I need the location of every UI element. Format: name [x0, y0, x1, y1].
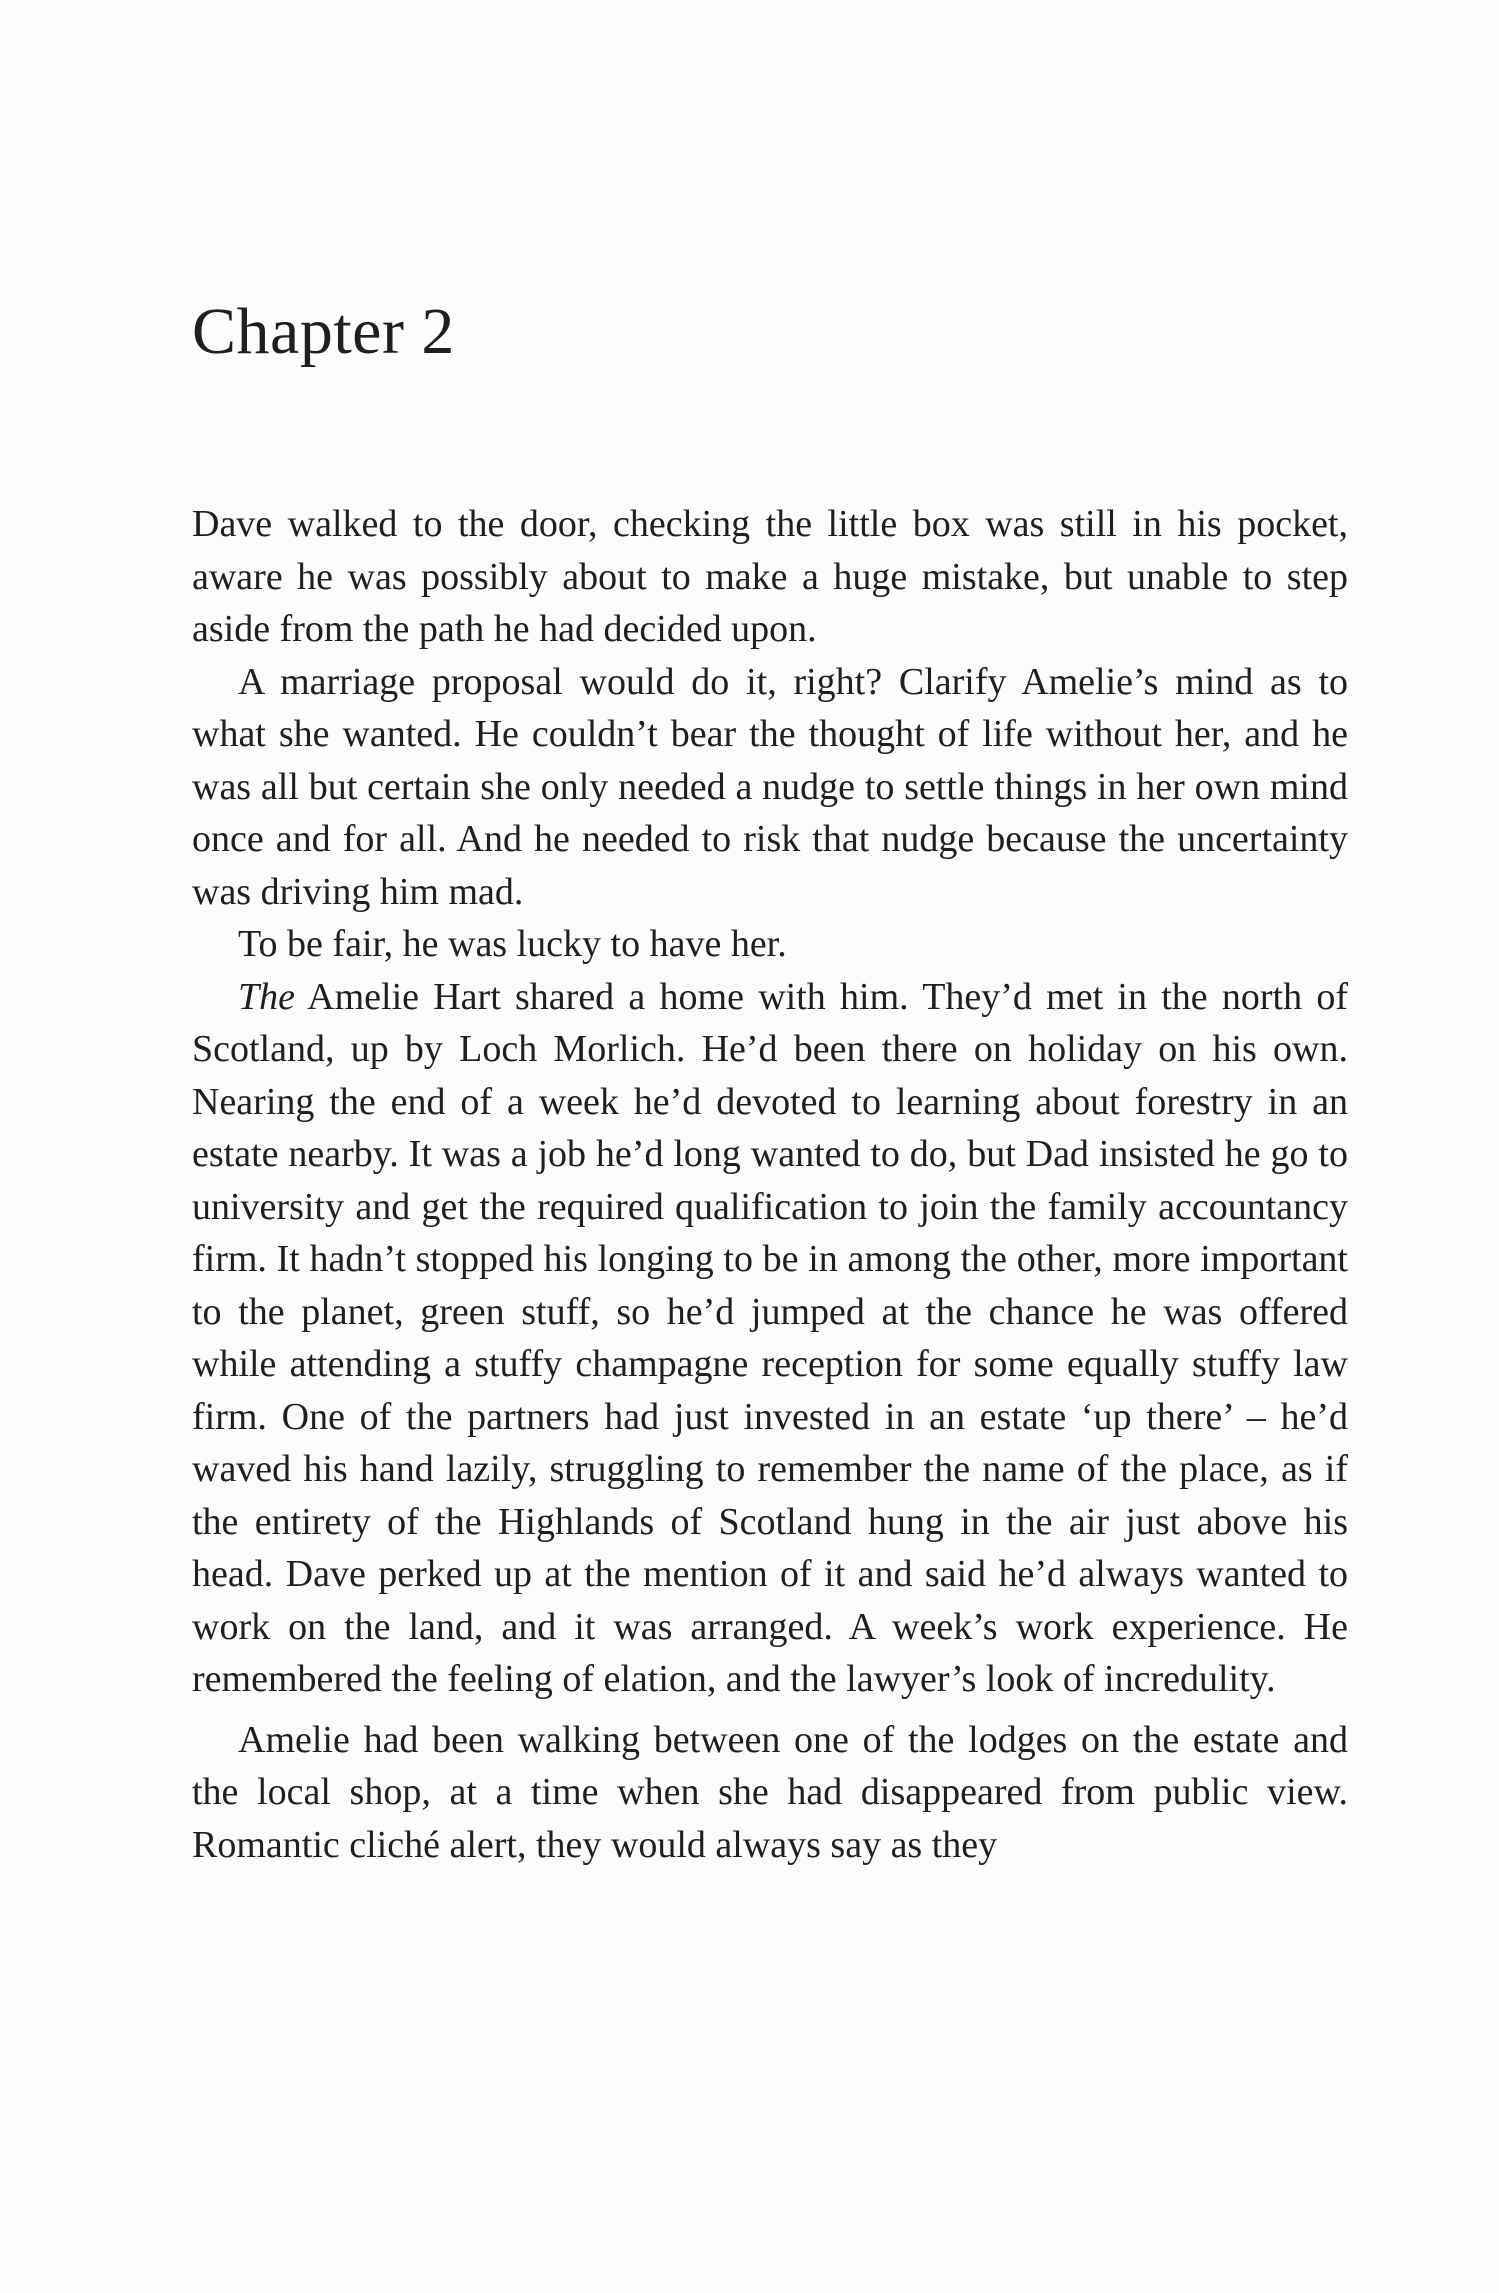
chapter-body	[192, 498, 1348, 1871]
paragraph-4-text: Amelie Hart shared a home with him. They’d met in the north of Scotland, up by Loch Morlich. He’d been there on holiday on his own. Nearing the end of a week he’d devoted to learning about forestry in an estate nearby. It was a job he’d long wanted to do, but Dad insisted he go to university and get the required qualification to join the family accountancy firm. It hadn’t stopped his longing to be in among the other, more important to the planet, green stuff, so he’d jumped at the chance he was offered while attending a stuffy champagne reception for some equally stuffy law firm. One of the partners had just invested in an estate ‘up there’ – he’d waved his hand lazily, struggling to remember the name of the place, as if the entirety of the Highlands of Scotland hung in the air just above his head. Dave perked up at the mention of it and said he’d always wanted to work on the land, and it was arranged. A week’s work experience. He remembered the feeling of elation, and the lawyer’s look of incredulity.	[192, 975, 1348, 1700]
paragraph-2: A marriage proposal would do it, right? Clarify Amelie’s mind as to what she wanted. He couldn’t bear the thought of life without her, and he was all but certain she only needed a nudge to settle things in her own mind once and for all. And he needed to risk that nudge because the uncertainty was driving him mad.	[192, 660, 1348, 913]
paragraph-1: Dave walked to the door, checking the little box was still in his pocket, aware he was possibly about to make a huge mistake, but unable to step aside from the path he had decided upon.	[192, 503, 1348, 650]
chapter-title: Chapter 2	[192, 295, 455, 368]
paragraph-4	[192, 971, 1348, 1706]
paragraph-3: To be fair, he was lucky to have her.	[238, 923, 787, 965]
paragraph-5: Amelie had been walking between one of the lodges on the estate and the local shop, at a time when she had disappeared from public view. Romantic cliché alert, they would always say as they	[192, 1718, 1348, 1866]
paragraph-4-italic-lead: The	[238, 975, 295, 1018]
